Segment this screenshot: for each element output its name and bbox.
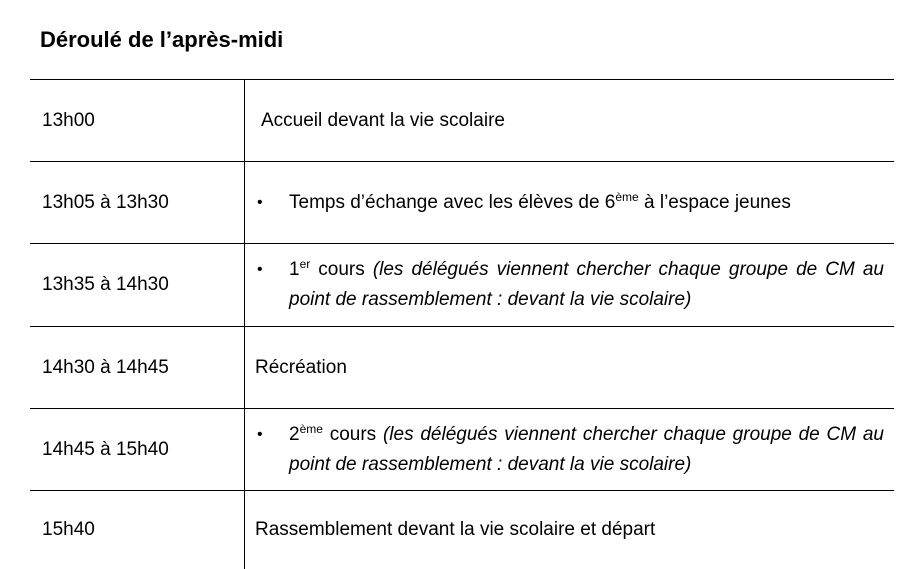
activity-cell: [245, 244, 895, 327]
course-label: cours: [310, 259, 373, 280]
table-row: [30, 491, 894, 569]
course-note: (les délégués viennent chercher chaque groupe de CM au point de rassemblement : devant la vie scolaire): [289, 259, 884, 310]
bullet-icon: •: [255, 188, 289, 218]
bullet-item: [255, 188, 884, 218]
bullet-item: [255, 420, 884, 480]
page-title: Déroulé de l’après-midi: [40, 25, 283, 55]
schedule-table: [30, 79, 894, 569]
time-cell: 14h30 à 14h45: [30, 327, 245, 409]
activity-cell: [245, 162, 895, 244]
course-number: 1: [289, 259, 300, 280]
course-number: 2: [289, 424, 300, 445]
bullet-item: [255, 255, 884, 315]
activity-cell: [245, 80, 895, 162]
activity-text: [289, 188, 884, 218]
activity-text: Accueil devant la vie scolaire: [255, 106, 505, 136]
table-row: [30, 162, 894, 244]
table-row: [30, 327, 894, 409]
bullet-icon: •: [255, 420, 289, 450]
activity-text: [289, 420, 884, 480]
activity-cell: Récréation: [245, 327, 895, 409]
table-row: [30, 409, 894, 491]
ordinal-superscript: er: [300, 257, 311, 271]
ordinal-superscript: ème: [615, 190, 638, 204]
time-cell: 13h05 à 13h30: [30, 162, 245, 244]
time-cell: 13h35 à 14h30: [30, 244, 245, 327]
activity-text: [289, 255, 884, 315]
course-label: cours: [323, 424, 383, 445]
activity-text-end: à l’espace jeunes: [639, 192, 791, 213]
activity-text-start: Temps d’échange avec les élèves de 6: [289, 192, 615, 213]
table-row: [30, 244, 894, 327]
activity-cell: Rassemblement devant la vie scolaire et départ: [245, 491, 895, 569]
time-cell: 14h45 à 15h40: [30, 409, 245, 491]
activity-cell: [245, 409, 895, 491]
bullet-icon: •: [255, 255, 289, 285]
ordinal-superscript: ème: [300, 422, 323, 436]
time-cell: 15h40: [30, 491, 245, 569]
course-note: (les délégués viennent chercher chaque groupe de CM au point de rassemblement : devant la vie scolaire): [289, 424, 884, 475]
table-row: [30, 80, 894, 162]
time-cell: 13h00: [30, 80, 245, 162]
